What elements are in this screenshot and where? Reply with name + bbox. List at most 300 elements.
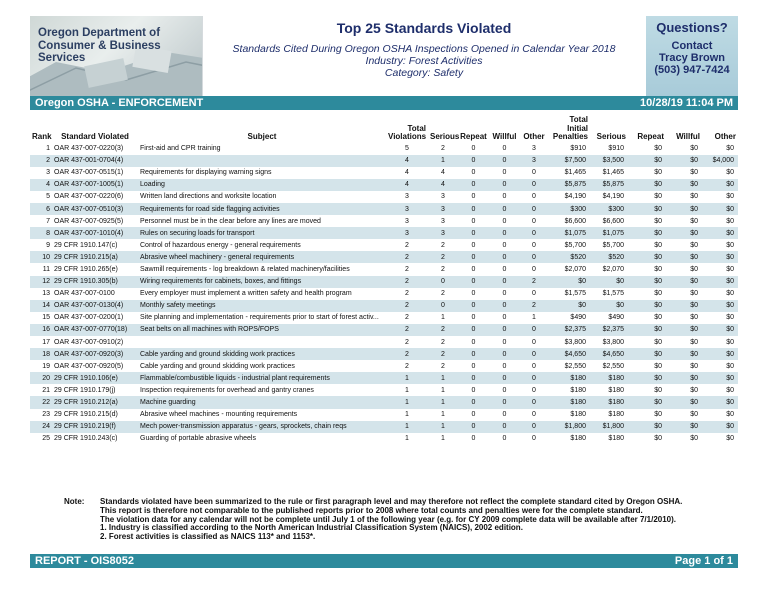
standard-cell: 29 CFR 1910.212(a)	[52, 396, 138, 408]
serious-cell: 0	[428, 300, 458, 312]
repeat-penalty-cell: $0	[654, 338, 662, 346]
col-header: Repeat	[460, 132, 487, 141]
rank-cell: 17	[42, 338, 50, 346]
willful-penalty-cell: $0	[690, 411, 698, 419]
standard-cell: OAR 437-007-0770(18)	[52, 324, 138, 336]
standard-cell: OAR 437-007-0920(3)	[52, 348, 138, 360]
repeat-penalty-cell: $0	[654, 290, 662, 298]
willful-penalty-cell: $0	[690, 435, 698, 443]
repeat-penalty-cell: $0	[654, 145, 662, 153]
other-cell: 3	[520, 155, 548, 167]
logo-line: Oregon Department of	[38, 27, 161, 39]
repeat-penalty-cell: $0	[654, 411, 662, 419]
rank-cell: 6	[30, 203, 52, 215]
repeat-penalty-cell: $0	[628, 324, 666, 336]
rank-cell: 20	[30, 372, 52, 384]
subject-cell: Control of hazardous energy - general requirements	[140, 241, 301, 249]
rank-cell: 15	[42, 314, 50, 322]
serious-cell: 2	[441, 290, 445, 298]
total-penalty-cell: $520	[548, 251, 590, 263]
rank-cell: 10	[30, 251, 52, 263]
standard-cell: OAR 437-007-0200(1)	[54, 314, 124, 322]
repeat-cell: 0	[471, 386, 476, 394]
other-penalty-cell: $0	[702, 396, 738, 408]
subject-cell: Abrasive wheel machines - mounting requirements	[140, 411, 298, 419]
total-violations-cell: 2	[405, 338, 409, 346]
serious-penalty-cell: $5,875	[590, 179, 628, 191]
repeat-penalty-cell: $0	[654, 362, 662, 370]
rank-cell: 8	[30, 227, 52, 239]
table-row	[30, 239, 738, 251]
other-penalty-cell: $0	[702, 179, 738, 191]
standard-cell: OAR 437-007-0920(5)	[54, 362, 124, 370]
willful-penalty-cell: $0	[690, 193, 698, 201]
col-header: Other	[523, 132, 545, 141]
table-row	[30, 263, 738, 275]
willful-cell: 0	[502, 290, 507, 298]
serious-cell: 2	[441, 362, 445, 370]
serious-penalty-cell: $180	[590, 372, 628, 384]
serious-penalty-cell: $5,700	[602, 241, 624, 249]
report-timestamp: 10/28/19 11:04 PM	[640, 97, 733, 109]
other-penalty-cell: $0	[726, 241, 734, 249]
subject-cell: Site planning and implementation - requirements prior to start of forest activ...	[140, 314, 379, 322]
other-penalty-cell: $0	[726, 362, 734, 370]
rank-cell: 21	[42, 386, 50, 394]
other-cell: 0	[520, 372, 548, 384]
other-penalty-cell: $0	[726, 217, 734, 225]
willful-cell: 0	[502, 386, 507, 394]
serious-cell: 2	[441, 265, 445, 273]
willful-cell: 0	[489, 179, 520, 191]
repeat-penalty-cell: $0	[628, 348, 666, 360]
section-title: Oregon OSHA - ENFORCEMENT	[35, 97, 204, 109]
total-violations-cell: 2	[386, 300, 428, 312]
agency-logo	[30, 16, 203, 96]
industry-line: Industry: Forest Activities	[365, 55, 483, 67]
willful-cell: 0	[489, 251, 520, 263]
repeat-penalty-cell: $0	[628, 227, 666, 239]
willful-cell: 0	[489, 227, 520, 239]
total-violations-cell: 3	[405, 217, 409, 225]
other-cell: 0	[532, 241, 536, 249]
other-penalty-cell: $0	[726, 435, 734, 443]
rank-cell: 24	[30, 421, 52, 433]
willful-cell: 0	[489, 348, 520, 360]
subject-cell: Cable yarding and ground skidding work practices	[140, 362, 295, 370]
repeat-cell: 0	[471, 362, 476, 370]
willful-penalty-cell: $0	[690, 386, 698, 394]
total-violations-cell: 1	[405, 386, 409, 394]
serious-penalty-cell: $180	[608, 411, 624, 419]
willful-cell: 0	[489, 324, 520, 336]
table-row	[30, 312, 738, 324]
repeat-penalty-cell: $0	[628, 276, 666, 288]
contact-label: Contact	[671, 40, 713, 52]
table-header-row	[30, 116, 738, 143]
table-row	[30, 179, 738, 191]
total-violations-cell: 1	[405, 411, 409, 419]
willful-cell: 0	[502, 241, 507, 249]
serious-penalty-cell: $1,075	[590, 227, 628, 239]
total-violations-cell: 5	[405, 145, 409, 153]
standard-cell: 29 CFR 1910.219(f)	[52, 421, 138, 433]
subject-cell: First-aid and CPR training	[140, 145, 221, 153]
standard-cell: OAR 437-007-0100	[54, 290, 115, 298]
subject-cell: Abrasive wheel machinery - general requirements	[138, 251, 386, 263]
repeat-cell: 0	[458, 372, 489, 384]
serious-cell: 1	[441, 314, 445, 322]
willful-cell: 0	[489, 300, 520, 312]
report-header	[30, 16, 738, 96]
serious-cell: 1	[428, 396, 458, 408]
serious-penalty-cell: $180	[590, 396, 628, 408]
total-violations-cell: 1	[386, 421, 428, 433]
willful-cell: 0	[502, 411, 507, 419]
serious-penalty-cell: $180	[608, 386, 624, 394]
note-label: Note:	[64, 497, 85, 506]
total-violations-cell: 2	[405, 290, 409, 298]
willful-cell: 0	[502, 435, 507, 443]
repeat-penalty-cell: $0	[628, 396, 666, 408]
rank-cell: 9	[46, 241, 50, 249]
standard-cell: OAR 437-007-0925(5)	[54, 217, 124, 225]
report-id: REPORT - OIS8052	[35, 555, 135, 567]
willful-cell: 0	[489, 372, 520, 384]
subject-cell: Sawmill requirements - log breakdown & related machinery/facilities	[140, 265, 350, 273]
serious-cell: 3	[428, 203, 458, 215]
rank-cell: 2	[30, 155, 52, 167]
repeat-cell: 0	[471, 435, 476, 443]
willful-cell: 0	[502, 265, 507, 273]
willful-penalty-cell: $0	[666, 396, 702, 408]
repeat-cell: 0	[458, 203, 489, 215]
note-line: This report is therefore not comparable to the published reports prior to 2008 where total counts and penalties were for the complete standard.	[100, 505, 643, 515]
total-penalty-cell: $3,800	[564, 338, 586, 346]
other-penalty-cell: $0	[702, 324, 738, 336]
other-penalty-cell: $0	[702, 227, 738, 239]
serious-cell: 1	[441, 411, 445, 419]
standard-cell: OAR 437-007-0515(1)	[54, 169, 124, 177]
serious-penalty-cell: $1,575	[602, 290, 624, 298]
rank-cell: 13	[42, 290, 50, 298]
other-cell: 0	[520, 227, 548, 239]
serious-penalty-cell: $4,650	[590, 348, 628, 360]
table-row	[30, 372, 738, 384]
table-row	[30, 300, 738, 312]
other-penalty-cell: $0	[702, 300, 738, 312]
total-penalty-cell: $180	[570, 435, 586, 443]
total-penalty-cell: $6,600	[564, 217, 586, 225]
willful-cell: 0	[502, 169, 507, 177]
total-penalty-cell: $1,800	[548, 421, 590, 433]
rank-cell: 23	[42, 411, 50, 419]
willful-cell: 0	[489, 155, 520, 167]
repeat-penalty-cell: $0	[628, 251, 666, 263]
other-penalty-cell: $0	[726, 290, 734, 298]
table-row	[30, 360, 738, 372]
table-row	[30, 251, 738, 263]
standard-cell: 29 CFR 1910.305(b)	[52, 276, 138, 288]
standard-cell: OAR 437-007-0220(3)	[54, 145, 124, 153]
other-cell: 2	[520, 300, 548, 312]
note-line: The violation data for any calendar will not be complete until July 1 of the following year (e.g. for CY 2009 complete data will be available after 7/1/2010).	[100, 514, 677, 524]
total-penalty-cell: $1,575	[564, 290, 586, 298]
table-row	[30, 384, 738, 396]
standard-cell: OAR 437-007-0220(6)	[54, 193, 124, 201]
repeat-penalty-cell: $0	[654, 241, 662, 249]
total-penalty-cell: $5,700	[564, 241, 586, 249]
serious-cell: 4	[428, 179, 458, 191]
rank-cell: 14	[30, 300, 52, 312]
total-penalty-cell: $2,375	[548, 324, 590, 336]
willful-penalty-cell: $0	[666, 324, 702, 336]
serious-penalty-cell: $520	[590, 251, 628, 263]
report-title: Top 25 Standards Violated	[336, 20, 512, 36]
logo-text	[38, 27, 161, 65]
total-penalty-cell: $0	[548, 300, 590, 312]
serious-cell: 3	[428, 227, 458, 239]
footer-bar	[30, 554, 738, 568]
total-penalty-cell: $490	[570, 314, 586, 322]
col-header: Willful	[492, 132, 517, 141]
total-penalty-cell: $0	[548, 276, 590, 288]
other-penalty-cell: $0	[702, 203, 738, 215]
col-header: Other	[714, 132, 736, 141]
repeat-penalty-cell: $0	[628, 300, 666, 312]
rank-cell: 22	[30, 396, 52, 408]
other-cell: 1	[532, 314, 536, 322]
serious-penalty-cell: $3,500	[590, 155, 628, 167]
serious-cell: 2	[428, 324, 458, 336]
total-violations-cell: 2	[405, 362, 409, 370]
total-penalty-cell: $1,465	[564, 169, 586, 177]
subject-cell: Machine guarding	[138, 396, 386, 408]
serious-cell: 3	[441, 217, 445, 225]
repeat-cell: 0	[458, 421, 489, 433]
repeat-cell: 0	[471, 290, 476, 298]
willful-penalty-cell: $0	[666, 300, 702, 312]
total-penalty-cell: $300	[548, 203, 590, 215]
serious-penalty-cell: $0	[590, 300, 628, 312]
table-row	[30, 396, 738, 408]
standard-cell: OAR 437-007-1005(1)	[52, 179, 138, 191]
table-row	[30, 215, 738, 227]
repeat-cell: 0	[471, 217, 476, 225]
other-cell: 0	[532, 193, 536, 201]
other-penalty-cell: $0	[702, 421, 738, 433]
other-cell: 0	[532, 265, 536, 273]
subject-cell: Requirements for displaying warning signs	[140, 169, 272, 177]
serious-penalty-cell: $490	[608, 314, 624, 322]
violations-table	[30, 116, 738, 445]
rank-cell: 7	[46, 217, 50, 225]
total-penalty-cell: $2,070	[564, 265, 586, 273]
serious-cell: 2	[441, 145, 445, 153]
serious-penalty-cell: $180	[608, 435, 624, 443]
table-row	[30, 288, 738, 300]
willful-penalty-cell: $0	[690, 265, 698, 273]
total-violations-cell: 3	[386, 203, 428, 215]
other-cell: 0	[532, 338, 536, 346]
willful-cell: 0	[502, 193, 507, 201]
other-cell: 3	[532, 145, 536, 153]
other-penalty-cell: $0	[702, 372, 738, 384]
other-penalty-cell: $0	[726, 386, 734, 394]
rank-cell: 4	[30, 179, 52, 191]
willful-cell: 0	[489, 276, 520, 288]
subject-cell: Every employer must implement a written safety and health program	[140, 290, 352, 298]
total-penalty-cell: $7,500	[548, 155, 590, 167]
category-line: Category: Safety	[384, 67, 464, 79]
serious-cell: 2	[441, 241, 445, 249]
col-header: Serious	[430, 132, 460, 141]
other-penalty-cell: $4,000	[702, 155, 738, 167]
total-violations-cell: 1	[386, 372, 428, 384]
other-penalty-cell: $0	[726, 169, 734, 177]
willful-penalty-cell: $0	[666, 251, 702, 263]
other-cell: 0	[520, 421, 548, 433]
standard-cell: OAR 437-007-0130(4)	[52, 300, 138, 312]
section-bar	[30, 96, 738, 110]
serious-penalty-cell: $2,550	[602, 362, 624, 370]
total-violations-cell: 1	[405, 435, 409, 443]
subject-cell: Rules on securing loads for transport	[138, 227, 386, 239]
subject-cell: Mech power-transmission apparatus - gears, sprockets, chain reqs	[138, 421, 386, 433]
total-penalty-cell: $5,875	[548, 179, 590, 191]
willful-penalty-cell: $0	[690, 314, 698, 322]
other-penalty-cell: $0	[726, 411, 734, 419]
willful-cell: 0	[502, 217, 507, 225]
table-row	[30, 155, 738, 167]
total-penalty-cell: $180	[570, 386, 586, 394]
repeat-cell: 0	[458, 324, 489, 336]
table-row	[30, 191, 738, 203]
willful-penalty-cell: $0	[666, 227, 702, 239]
page-number: Page 1 of 1	[674, 555, 733, 567]
serious-cell: 1	[428, 372, 458, 384]
serious-cell: 1	[441, 386, 445, 394]
total-penalty-cell: $180	[570, 411, 586, 419]
table-row	[30, 433, 738, 445]
table-row	[30, 409, 738, 421]
serious-cell: 1	[428, 421, 458, 433]
repeat-penalty-cell: $0	[628, 179, 666, 191]
repeat-cell: 0	[458, 227, 489, 239]
total-violations-cell: 2	[386, 276, 428, 288]
col-header: Willful	[676, 132, 700, 141]
serious-penalty-cell: $3,800	[602, 338, 624, 346]
repeat-cell: 0	[471, 314, 476, 322]
total-violations-cell: 1	[386, 396, 428, 408]
table-row	[30, 421, 738, 433]
standard-cell: OAR 437-001-0704(4)	[52, 155, 138, 167]
other-penalty-cell: $0	[726, 145, 734, 153]
repeat-penalty-cell: $0	[654, 169, 662, 177]
subject-cell: Seat belts on all machines with ROPS/FOPS	[138, 324, 386, 336]
willful-cell: 0	[489, 396, 520, 408]
subject-cell: Personnel must be in the clear before any lines are moved	[140, 217, 321, 225]
willful-cell: 0	[489, 421, 520, 433]
repeat-cell: 0	[471, 338, 476, 346]
note-line: 1. Industry is classified according to the North American Industrial Classification System (NAICS), 2002 edition.	[100, 523, 523, 533]
serious-penalty-cell: $910	[608, 145, 624, 153]
table-row	[30, 143, 738, 155]
subject-cell: Inspection requirements for overhead and gantry cranes	[140, 386, 314, 394]
other-penalty-cell: $0	[726, 338, 734, 346]
willful-penalty-cell: $0	[690, 217, 698, 225]
serious-penalty-cell: $2,070	[602, 265, 624, 273]
other-cell: 0	[532, 362, 536, 370]
repeat-cell: 0	[458, 251, 489, 263]
willful-penalty-cell: $0	[690, 338, 698, 346]
total-violations-cell: 4	[405, 169, 409, 177]
logo-line: Services	[38, 52, 86, 64]
standard-cell: 29 CFR 1910.265(e)	[54, 265, 118, 273]
willful-penalty-cell: $0	[666, 348, 702, 360]
other-cell: 0	[520, 203, 548, 215]
serious-cell: 4	[441, 169, 445, 177]
willful-penalty-cell: $0	[690, 241, 698, 249]
total-penalty-cell: $4,190	[564, 193, 586, 201]
other-cell: 0	[520, 251, 548, 263]
total-penalty-cell: $910	[570, 145, 586, 153]
table-row	[30, 203, 738, 215]
standard-cell: 29 CFR 1910.179(j)	[54, 386, 116, 394]
repeat-cell: 0	[471, 169, 476, 177]
other-cell: 0	[532, 217, 536, 225]
subject-cell: Wiring requirements for cabinets, boxes, and fittings	[138, 276, 386, 288]
repeat-cell: 0	[471, 241, 476, 249]
repeat-penalty-cell: $0	[654, 314, 662, 322]
col-header: Standard Violated	[61, 132, 129, 141]
table-row	[30, 324, 738, 336]
serious-cell: 1	[441, 435, 445, 443]
col-header: Total Initial Penalties	[552, 115, 588, 141]
other-cell: 0	[520, 348, 548, 360]
note-line: Standards violated have been summarized to the rule or first paragraph level and may therefore not reflect the complete standard cited by Oregon OSHA.	[100, 497, 683, 506]
total-penalty-cell: $4,650	[548, 348, 590, 360]
repeat-cell: 0	[458, 348, 489, 360]
other-penalty-cell: $0	[702, 348, 738, 360]
standard-cell: 29 CFR 1910.243(c)	[54, 435, 118, 443]
rank-cell: 19	[42, 362, 50, 370]
willful-cell: 0	[502, 314, 507, 322]
table-row	[30, 348, 738, 360]
report-subtitle	[202, 43, 646, 79]
total-violations-cell: 2	[405, 314, 409, 322]
serious-penalty-cell: $6,600	[602, 217, 624, 225]
total-violations-cell: 2	[386, 251, 428, 263]
table-row	[30, 167, 738, 179]
willful-penalty-cell: $0	[690, 362, 698, 370]
serious-cell: 0	[428, 276, 458, 288]
other-penalty-cell: $0	[726, 265, 734, 273]
serious-penalty-cell: $1,465	[602, 169, 624, 177]
rank-cell: 25	[42, 435, 50, 443]
repeat-penalty-cell: $0	[628, 203, 666, 215]
willful-penalty-cell: $0	[690, 145, 698, 153]
col-header: Serious	[596, 132, 626, 141]
rank-cell: 16	[30, 324, 52, 336]
repeat-cell: 0	[471, 265, 476, 273]
rank-cell: 12	[30, 276, 52, 288]
total-violations-cell: 4	[386, 179, 428, 191]
repeat-cell: 0	[471, 193, 476, 201]
willful-penalty-cell: $0	[690, 290, 698, 298]
subject-cell: Cable yarding and ground skidding work practices	[138, 348, 386, 360]
subject-cell: Requirements for road side flagging activities	[138, 203, 386, 215]
